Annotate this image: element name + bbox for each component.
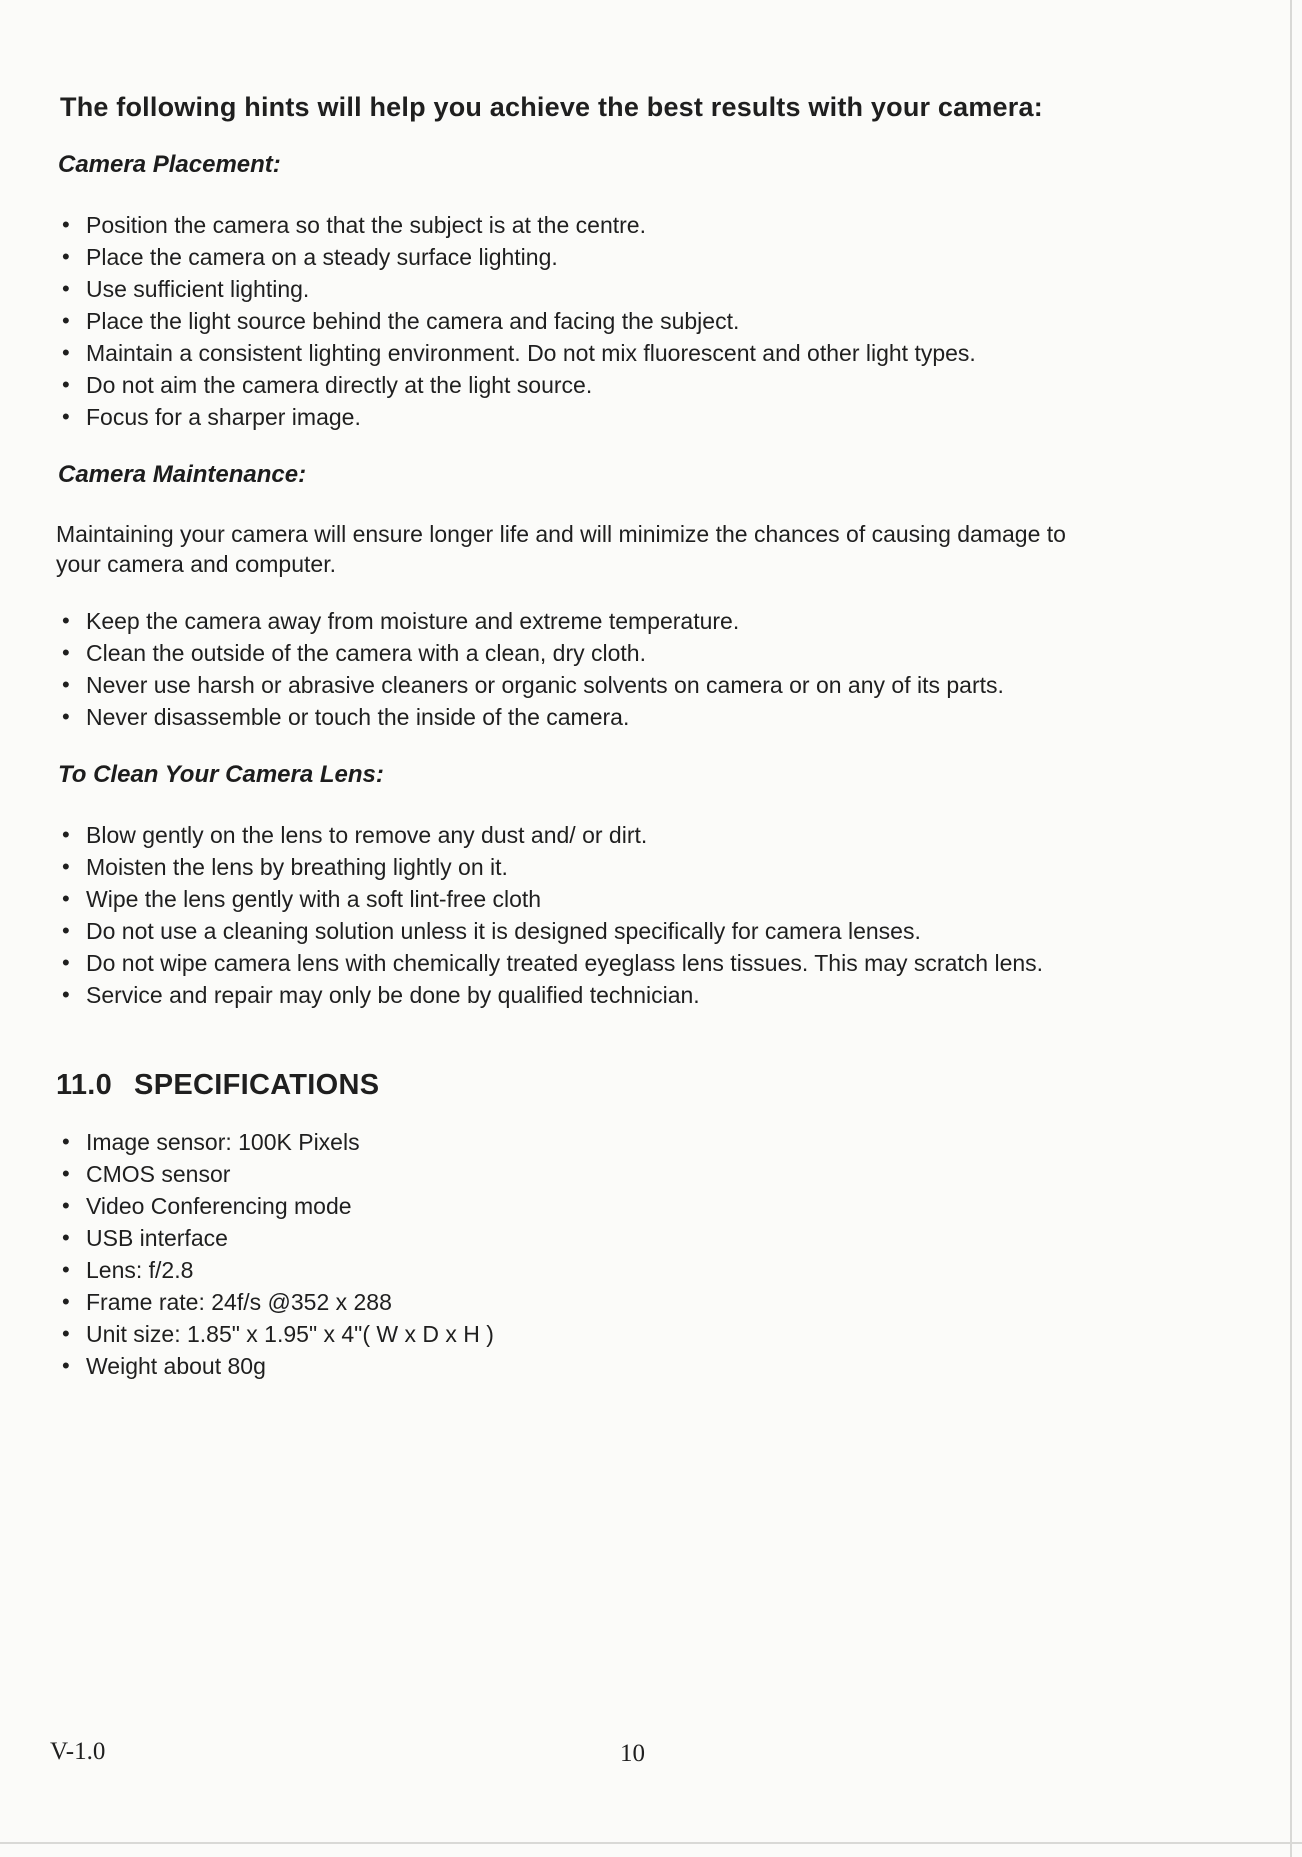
list-item: • Unit size: 1.85" x 1.95" x 4"( W x D x H ) — [56, 1318, 1166, 1350]
list-item: • Maintain a consistent lighting environment. Do not mix fluorescent and other light types. — [56, 337, 1166, 369]
bullet-dot: • — [62, 672, 70, 697]
bullet-dot: • — [62, 1225, 70, 1250]
scan-edge-right — [1290, 0, 1292, 1857]
bullet-dot: • — [62, 308, 70, 333]
bullet-dot: • — [62, 1353, 70, 1378]
list-item: • Moisten the lens by breathing lightly on it. — [56, 851, 1166, 883]
list-item: • Frame rate: 24f/s @352 x 288 — [56, 1286, 1166, 1318]
specifications-list — [56, 1126, 1246, 1382]
lens-list — [56, 819, 1246, 1011]
bullet-dot: • — [62, 822, 70, 847]
scan-edge-bottom — [0, 1842, 1302, 1844]
bullet-dot: • — [62, 276, 70, 301]
bullet-dot: • — [62, 950, 70, 975]
section-title-specifications: SPECIFICATIONS — [134, 1069, 380, 1101]
page-number: 10 — [620, 1740, 645, 1767]
list-item: • Never use harsh or abrasive cleaners or organic solvents on camera or on any of its parts. — [56, 669, 1166, 701]
bullet-dot: • — [62, 1193, 70, 1218]
bullet-dot: • — [62, 1257, 70, 1282]
maintenance-intro: Maintaining your camera will ensure longer life and will minimize the chances of causing damage to your camera and computer. — [56, 521, 1066, 577]
bullet-dot: • — [62, 854, 70, 879]
bullet-dot: • — [62, 1129, 70, 1154]
specifications-heading — [56, 1069, 1246, 1102]
list-item: • Do not wipe camera lens with chemically treated eyeglass lens tissues. This may scratch lens. — [56, 947, 1166, 979]
list-item: • Lens: f/2.8 — [56, 1254, 1166, 1286]
bullet-dot: • — [62, 886, 70, 911]
page-content — [56, 84, 1246, 1410]
maintenance-list — [56, 605, 1246, 733]
list-item: • Never disassemble or touch the inside of the camera. — [56, 701, 1166, 733]
bullet-dot: • — [62, 244, 70, 269]
section-title-lens: To Clean Your Camera Lens: — [58, 761, 384, 788]
list-item: • Wipe the lens gently with a soft lint-free cloth — [56, 883, 1166, 915]
list-item: • Blow gently on the lens to remove any dust and/ or dirt. — [56, 819, 1166, 851]
placement-list — [56, 209, 1246, 433]
list-item: • Keep the camera away from moisture and extreme temperature. — [56, 605, 1166, 637]
page-heading: The following hints will help you achieve the best results with your camera: — [60, 92, 1043, 122]
bullet-dot: • — [62, 608, 70, 633]
bullet-dot: • — [62, 982, 70, 1007]
bullet-dot: • — [62, 212, 70, 237]
section-title-maintenance: Camera Maintenance: — [58, 461, 307, 488]
list-item: • Place the light source behind the camera and facing the subject. — [56, 305, 1166, 337]
list-item: • Clean the outside of the camera with a clean, dry cloth. — [56, 637, 1166, 669]
list-item: • Service and repair may only be done by qualified technician. — [56, 979, 1166, 1011]
section-title-placement: Camera Placement: — [58, 151, 281, 178]
footer-version: V-1.0 — [50, 1738, 106, 1765]
list-item: • USB interface — [56, 1222, 1166, 1254]
list-item: • Weight about 80g — [56, 1350, 1166, 1382]
list-item: • Position the camera so that the subject is at the centre. — [56, 209, 1166, 241]
list-item: • Use sufficient lighting. — [56, 273, 1166, 305]
bullet-dot: • — [62, 372, 70, 397]
bullet-dot: • — [62, 404, 70, 429]
section-number: 11.0 — [56, 1069, 113, 1101]
list-item: • Do not use a cleaning solution unless it is designed specifically for camera lenses. — [56, 915, 1166, 947]
list-item: • CMOS sensor — [56, 1158, 1166, 1190]
bullet-dot: • — [62, 918, 70, 943]
bullet-dot: • — [62, 1161, 70, 1186]
list-item: • Place the camera on a steady surface lighting. — [56, 241, 1166, 273]
list-item: • Focus for a sharper image. — [56, 401, 1166, 433]
bullet-dot: • — [62, 704, 70, 729]
bullet-dot: • — [62, 1321, 70, 1346]
list-item: • Image sensor: 100K Pixels — [56, 1126, 1166, 1158]
list-item: • Video Conferencing mode — [56, 1190, 1166, 1222]
list-item: • Do not aim the camera directly at the light source. — [56, 369, 1166, 401]
bullet-dot: • — [62, 640, 70, 665]
bullet-dot: • — [62, 340, 70, 365]
bullet-dot: • — [62, 1289, 70, 1314]
